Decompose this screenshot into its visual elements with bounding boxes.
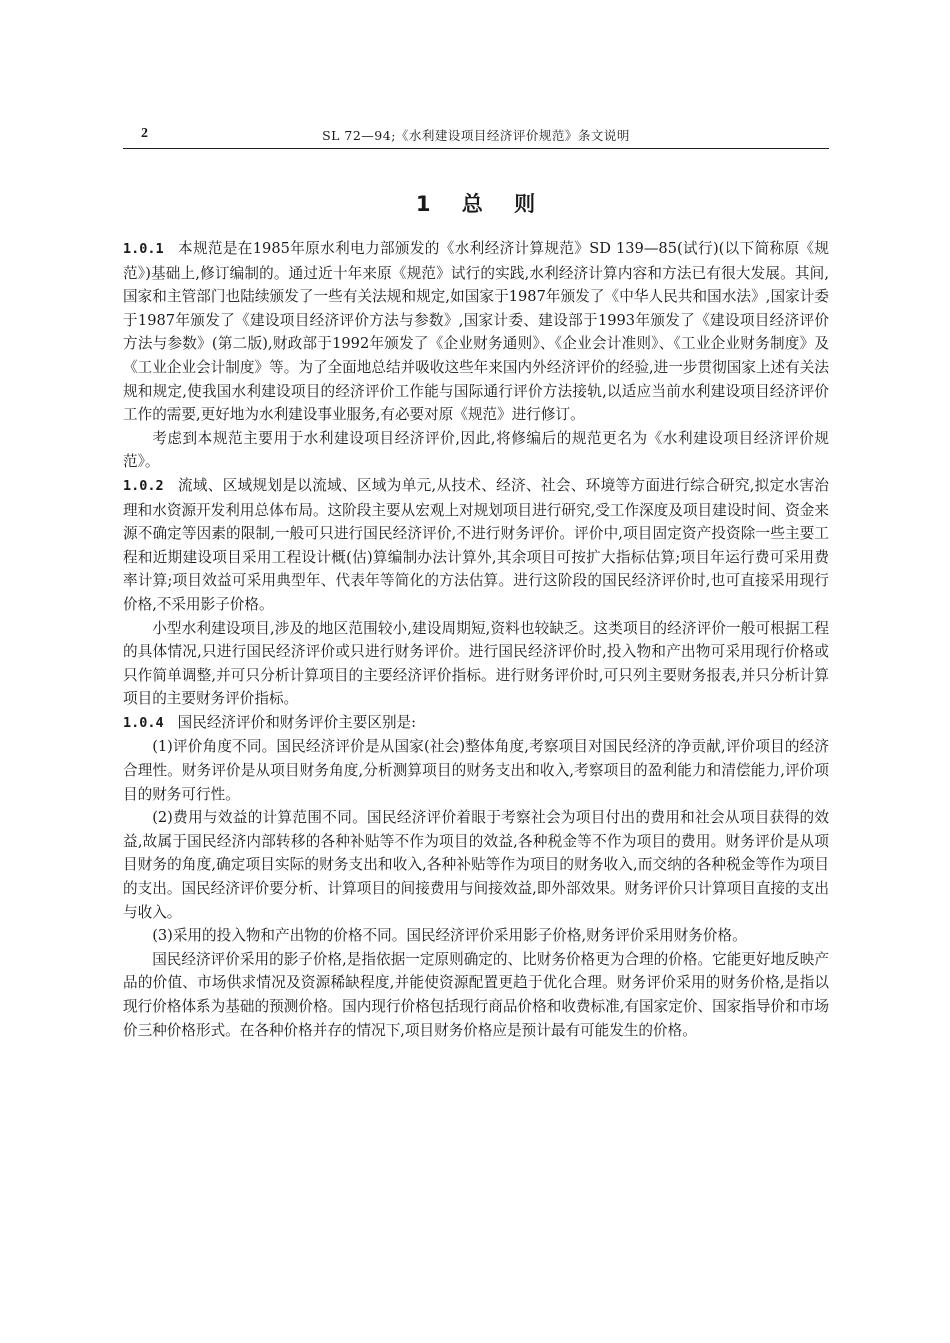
page-number: 2	[141, 126, 148, 141]
chapter-title: 1 总 则	[415, 192, 537, 216]
clause-number: 1.0.1	[123, 241, 164, 257]
clause-paragraph	[123, 474, 829, 617]
paragraph-text: 国民经济评价和财务评价主要区别是:	[177, 713, 417, 731]
running-title: SL 72—94;《水利建设项目经济评价规范》条文说明	[322, 128, 630, 143]
paragraph	[123, 617, 829, 711]
paragraph-text: (3)采用的投入物和产出物的价格不同。国民经济评价采用影子价格,财务评价采用财务价格。	[152, 927, 747, 945]
body-text	[123, 237, 829, 1042]
paragraph	[123, 948, 829, 1042]
clause-number: 1.0.2	[123, 477, 164, 494]
clause-paragraph	[123, 711, 829, 736]
paragraph-text: 本规范是在1985年原水利电力部颁发的《水利经济计算规范》SD 139—85(试行)(以下简称原《规范》)基础上,修订编制的。通过近十年来原《规范》试行的实践,水利经济计算内容和方法已有很大发展。其间,国家和主管部门也陆续颁发了一些有关法规和规定,如国家于1987年颁发了《中华人民共和国水法》,国家计委于1987年颁发了《建设项目经济评价方法与参数》,国家计委、建设部于1993年颁发了《建设项目经济评价方法与参数》(第二版),财政部于1992年颁发了《企业财务通则》、《企业会计准则》、《工业企业财务制度》及《工业企业会计制度》等。为了全面地总结并吸收这些年来国内外经济评价的经验,进一步贯彻国家上述有关法规和规定,使我国水利建设项目的经济评价工作能与国际通行评价方法接轨,以适应当前水利建设项目经济评价工作的需要,更好地为水利建设事业服务,有必要对原《规范》进行修订。	[123, 240, 830, 424]
paragraph	[123, 735, 829, 806]
clause-number: 1.0.4	[123, 714, 164, 731]
paragraph-text: 流域、区域规划是以流域、区域为单元,从技术、经济、社会、环境等方面进行综合研究,拟定水害治理和水资源开发利用总体布局。这阶段主要从宏观上对规划项目进行研究,受工作深度及项目建设时间、资金来源不确定等因素的限制,一般可只进行国民经济评价,不进行财务评价。评价中,项目固定资产投资除一些主要工程和近期建设项目采用工程设计概(估)算编制办法计算外,其余项目可按扩大指标估算;项目年运行费可采用费率计算;项目效益可采用典型年、代表年等简化的方法估算。进行这阶段的国民经济评价时,也可直接采用现行价格,不采用影子价格。	[123, 476, 829, 613]
paragraph	[123, 806, 829, 924]
paragraph	[123, 924, 829, 948]
clause-paragraph	[123, 237, 829, 427]
paragraph	[123, 427, 829, 474]
paragraph-text: 小型水利建设项目,涉及的地区范围较小,建设周期短,资料也较缺乏。这类项目的经济评价一般可根据工程的具体情况,只进行国民经济评价或只进行财务评价。进行国民经济评价时,投入物和产出物可采用现行价格或只作简单调整,并可只分析计算项目的主要经济评价指标。进行财务评价时,可只列主要财务报表,并只分析计算项目的主要财务评价指标。	[123, 619, 829, 708]
paragraph-text: (2)费用与效益的计算范围不同。国民经济评价着眼于考察社会为项目付出的费用和社会从项目获得的效益,故属于国民经济内部转移的各种补贴等不作为项目的效益,各种税金等不作为项目的费用。财务评价是从项目财务的角度,确定项目实际的财务支出和收入,各种补贴等作为项目的财务收入,而交纳的各种税金等作为项目的支出。国民经济评价要分析、计算项目的间接费用与间接效益,即外部效果。财务评价只计算项目直接的支出与收入。	[123, 809, 829, 921]
paragraph-text: 考虑到本规范主要用于水利建设项目经济评价,因此,将修编后的规范更名为《水利建设项目经济评价规范》。	[123, 429, 829, 471]
paragraph-text: (1)评价角度不同。国民经济评价是从国家(社会)整体角度,考察项目对国民经济的净贡献,评价项目的经济合理性。财务评价是从项目财务角度,分析测算项目的财务支出和收入,考察项目的盈利能力和清偿能力,评价项目的财务可行性。	[123, 738, 829, 803]
page-header	[123, 126, 829, 149]
paragraph-text: 国民经济评价采用的影子价格,是指依据一定原则确定的、比财务价格更为合理的价格。它能更好地反映产品的价值、市场供求情况及资源稀缺程度,并能使资源配置更趋于优化合理。财务评价采用的财务价格,是指以现行价格体系为基础的预测价格。国内现行价格包括现行商品价格和收费标准,有国家定价、国家指导价和市场价三种价格形式。在各种价格并存的情况下,项目财务价格应是预计最有可能发生的价格。	[123, 950, 829, 1039]
